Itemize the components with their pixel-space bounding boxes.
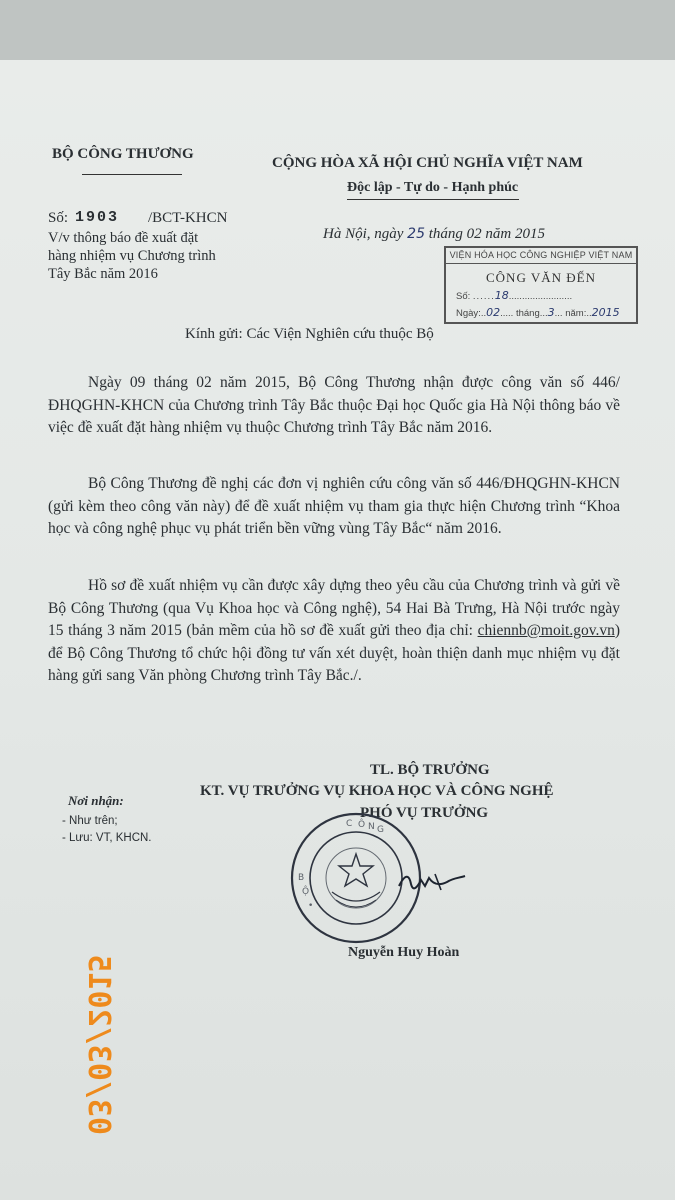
- recipients-label: Nơi nhận:: [68, 793, 124, 808]
- paragraph-text: ) để Bộ Công Thương tổ chức hội đồng tư vấn xét duyệt, hoàn thiện danh mục nhiệm vụ đặt hàng gửi sang Văn phòng Chương trình Tây Bắc./.: [48, 622, 620, 684]
- svg-text:•: •: [308, 901, 314, 911]
- stamp-divider: [446, 263, 636, 264]
- greeting: Kính gửi: Các Viện Nghiên cứu thuộc Bộ: [185, 326, 434, 342]
- motto-underline: [347, 199, 519, 200]
- subject-line: Tây Bắc năm 2016: [48, 266, 158, 282]
- ministry-underline: [82, 174, 182, 175]
- stamp-so-label: Số:: [456, 291, 471, 302]
- signature-title-2: KT. VỤ TRƯỞNG VỤ KHOA HỌC VÀ CÔNG NGHỆ: [200, 783, 554, 799]
- signature-title-3: PHÓ VỤ TRƯỞNG: [360, 805, 489, 821]
- incoming-stamp: [444, 246, 638, 324]
- ministry-name: BỘ CÔNG THƯƠNG: [52, 146, 194, 162]
- body-paragraph: Ngày 09 tháng 02 năm 2015, Bộ Công Thương nhận được công văn số 446/ĐHQGHN-KHCN của Chương trình Tây Bắc thuộc Đại học Quốc gia Hà Nội thông báo về việc đề xuất đặt hàng nhiệm vụ thuộc Chương trình Tây Bắc năm 2016.: [48, 374, 620, 436]
- stamp-title: CÔNG VĂN ĐẾN: [486, 270, 596, 285]
- subject-line: V/v thông báo đề xuất đặt: [48, 230, 199, 246]
- nation-title: CỘNG HÒA XÃ HỘI CHỦ NGHĨA VIỆT NAM: [272, 155, 583, 171]
- stamp-ngay-value: 02: [486, 306, 501, 319]
- stamp-so-value: 18: [494, 289, 509, 302]
- doc-number-suffix: /BCT-KHCN: [148, 210, 228, 226]
- subject-line: hàng nhiệm vụ Chương trình: [48, 248, 216, 264]
- body-paragraph: Bộ Công Thương đề nghị các đơn vị nghiên cứu công văn số 446/ĐHQGHN-KHCN (gửi kèm theo công văn này) để đề xuất nhiệm vụ tham gia thực hiện Chương trình “Khoa học và công nghệ phục vụ phát triển bền vững vùng Tây Bắc“ năm 2016.: [48, 475, 620, 537]
- date-day: 25: [407, 226, 425, 242]
- signer-name: Nguyễn Huy Hoàn: [348, 945, 460, 960]
- signature-title-1: TL. BỘ TRƯỞNG: [370, 762, 490, 778]
- doc-date: [323, 226, 545, 243]
- svg-text:Ộ: Ộ: [302, 887, 310, 897]
- stamp-so-row: Số: ......18........................: [456, 289, 573, 302]
- stamp-date-row: Ngày:..02..... tháng...3... năm:..2015: [456, 306, 620, 319]
- stamp-ngay-label: Ngày:: [456, 308, 481, 319]
- paragraph-text: Hồ sơ đề xuất nhiệm vụ cần được xây dựng theo yêu cầu của Chương trình và gửi về Bộ Công Thương (qua Vụ Khoa học và Công nghệ), 54 Hai Bà Trưng, Hà Nội trước ngày 15 tháng 3 năm 2015 (bản mềm của hồ sơ đề xuất gửi theo địa chỉ:: [48, 577, 620, 639]
- stamp-thang-label: tháng: [515, 308, 540, 319]
- photo-datestamp: 03/03/2015: [81, 954, 116, 1135]
- recipient-item: - Như trên;: [62, 815, 118, 827]
- email-link[interactable]: chiennb@moit.gov.vn: [477, 622, 615, 639]
- doc-number-label: Số:: [48, 210, 69, 226]
- stamp-org: VIỆN HÓA HỌC CÔNG NGHIỆP VIỆT NAM: [449, 250, 633, 260]
- svg-text:B: B: [298, 873, 305, 883]
- stamp-thang-value: 3: [547, 306, 555, 319]
- doc-subject: [48, 229, 258, 283]
- date-prefix: Hà Nội, ngày: [323, 226, 408, 242]
- svg-text:Ô: Ô: [358, 820, 366, 830]
- stamp-nam-value: 2015: [591, 306, 620, 319]
- body-paragraph: [48, 575, 620, 688]
- motto: Độc lập - Tự do - Hạnh phúc: [347, 180, 519, 195]
- doc-number: 1903: [75, 209, 120, 226]
- recipient-item: - Lưu: VT, KHCN.: [62, 832, 152, 844]
- svg-text:N: N: [368, 822, 375, 832]
- svg-text:C: C: [346, 819, 353, 829]
- stamp-nam-label: năm:: [565, 308, 587, 319]
- date-suffix: tháng 02 năm 2015: [425, 226, 545, 242]
- handwritten-signature: [395, 868, 467, 894]
- svg-text:G: G: [377, 825, 384, 835]
